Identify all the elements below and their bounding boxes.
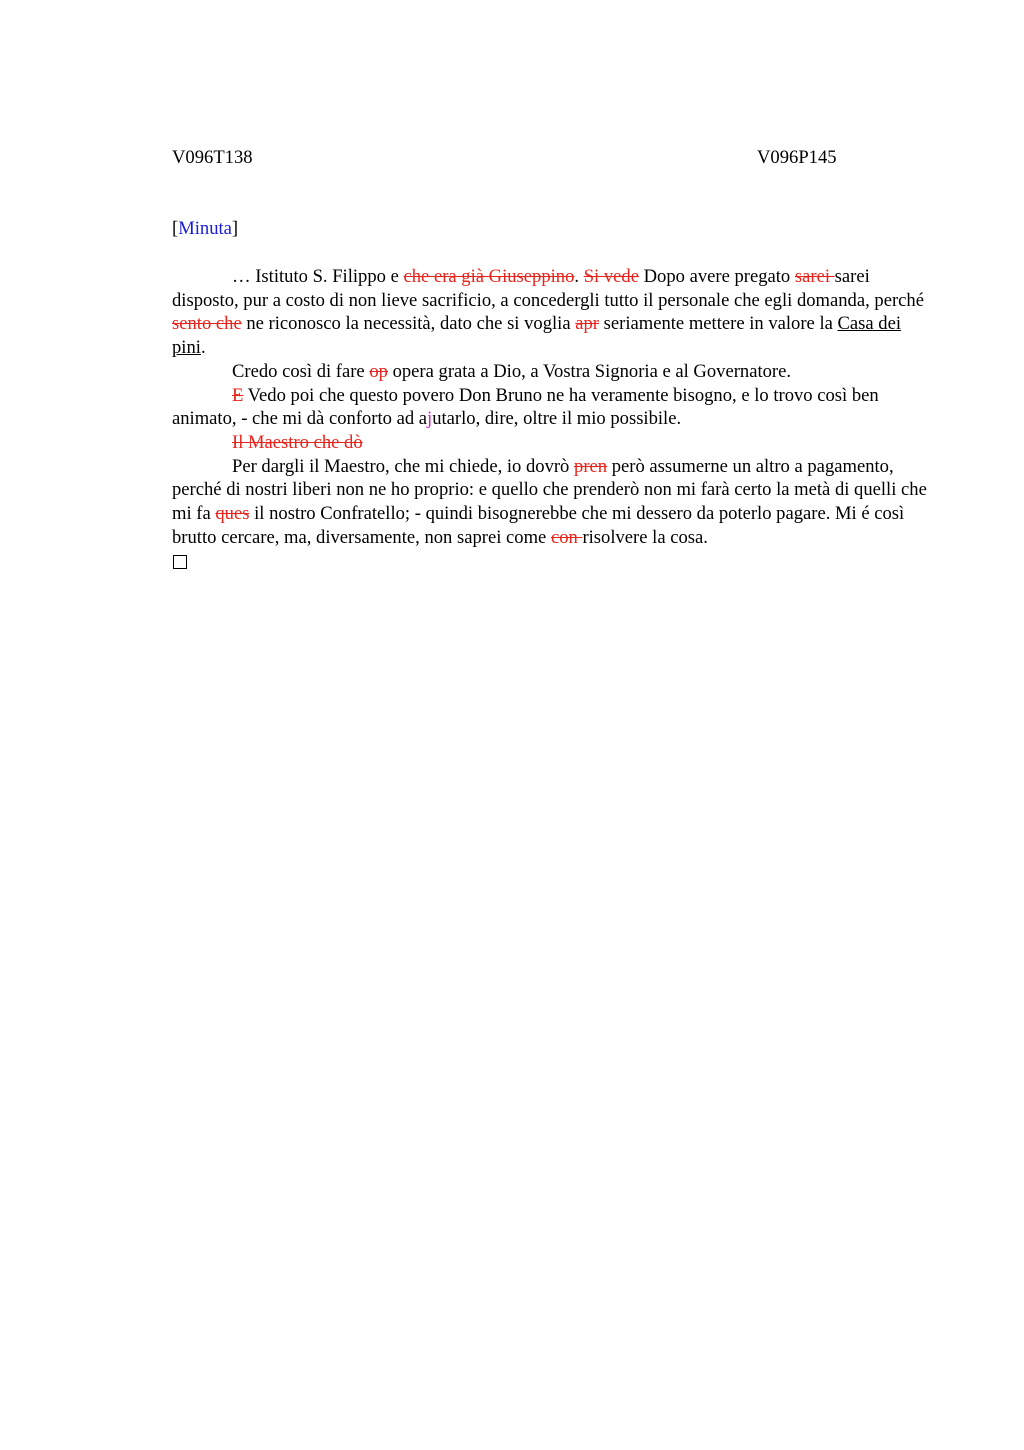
text-segment: . [200,337,206,359]
document-heading [172,217,238,241]
heading-label: Minuta [178,218,232,239]
text-segment: Credo così di fare [232,360,370,382]
text-segment: ne riconosco la necessità, dato che si voglia [241,313,576,335]
underlined-text: Casa dei pini [172,313,902,359]
text-segment: Dopo avere pregato [638,266,795,287]
right-reference-code: V096P145 [757,147,837,168]
text-segment: seriamente mettere in valore la [599,313,838,335]
deleted-text: op [369,360,388,382]
text-segment: però assumerne un altro a pagamento, perché di nostri liberi non ne ho proprio: e quello che prenderò non mi farà certo la metà di quelli che mi fa [172,455,927,525]
paragraph [172,455,932,550]
text-segment: sarei disposto, pur a costo di non lieve sacrificio, a concedergli tutto il personale che egli domanda, perché [172,266,924,311]
text-segment: Vedo poi che questo povero Don Bruno ne ha veramente bisogno, e lo trovo così ben animato, - che mi dà conforto ad a [172,384,879,430]
text-segment: Per dargli il Maestro, che mi chiede, io dovrò [232,455,575,477]
deleted-text: pren [574,455,608,477]
deleted-text: sento che [172,313,242,335]
deleted-text: E [232,384,244,406]
text-segment: … Istituto S. Filippo e [232,266,404,287]
deleted-text: con [550,526,583,548]
deleted-text: che era già Giuseppino [403,266,575,287]
text-segment: il nostro Confratello; - quindi bisognerebbe che mi dessero da poterlo pagare. Mi é così brutto cercare, ma, diversamente, non saprei come [172,503,905,548]
paragraph [172,360,932,384]
text-segment: . [574,266,584,287]
deleted-text: apr [575,313,599,335]
deleted-text: sarei [794,266,835,287]
text-segment: risolvere la cosa. [582,526,708,548]
paragraph [172,265,932,360]
letter-body [172,265,932,569]
square-outline-icon [173,555,187,569]
heading-open-bracket: [ [172,218,179,239]
heading-close-bracket: ] [231,218,239,239]
deleted-text: ques [215,503,250,525]
text-segment: opera grata a Dio, a Vostra Signoria e al Governatore. [387,360,792,382]
paragraph [172,431,932,455]
paragraph [172,384,932,431]
deleted-text: Il Maestro che dò [232,431,363,453]
left-reference-code: V096T138 [172,147,253,168]
deleted-text: Si vede [583,266,639,287]
highlighted-letter: j [427,408,433,430]
text-segment: utarlo, dire, oltre il mio possibile. [432,408,682,430]
